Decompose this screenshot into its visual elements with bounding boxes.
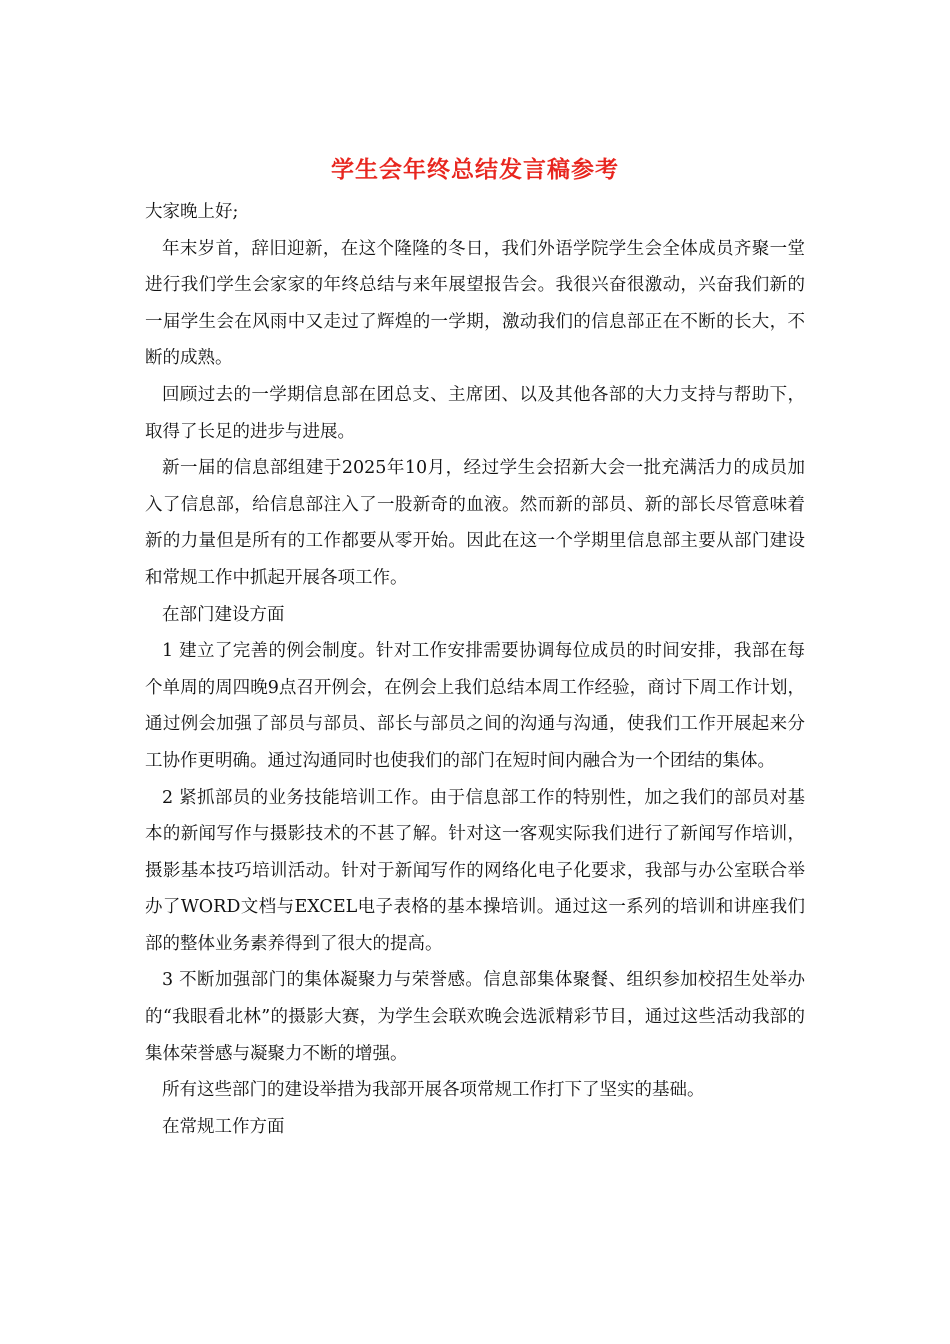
document-body	[145, 194, 805, 1145]
body-paragraph: 2 紧抓部员的业务技能培训工作。由于信息部工作的特别性，加之我们的部员对基本的新闻写作与摄影技术的不甚了解。针对这一客观实际我们进行了新闻写作培训，摄影基本技巧培训活动。针对于新闻写作的网络化电子化要求，我部与办公室联合举办了WORD文档与EXCEL电子表格的基本操培训。通过这一系列的培训和讲座我们部的整体业务素养得到了很大的提高。	[145, 787, 805, 954]
document-title: 学生会年终总结发言稿参考	[331, 156, 619, 183]
section-heading: 在常规工作方面	[162, 1116, 285, 1137]
greeting-paragraph: 大家晚上好;	[145, 202, 239, 222]
body-paragraph: 3 不断加强部门的集体凝聚力与荣誉感。信息部集体聚餐、组织参加校招生处举办的“我眼看北林”的摄影大赛，为学生会联欢晚会选派精彩节目，通过这些活动我部的集体荣誉感与凝聚力不断的增强。	[145, 970, 805, 1064]
section-heading: 在部门建设方面	[162, 604, 285, 625]
body-paragraph: 所有这些部门的建设举措为我部开展各项常规工作打下了坚实的基础。	[162, 1080, 705, 1101]
body-paragraph: 1 建立了完善的例会制度。针对工作安排需要协调每位成员的时间安排，我部在每个单周的周四晚9点召开例会，在例会上我们总结本周工作经验，商讨下周工作计划，通过例会加强了部员与部员、部长与部员之间的沟通与沟通，使我们工作开展起来分工协作更明确。通过沟通同时也使我们的部门在短时间内融合为一个团结的集体。	[145, 641, 805, 771]
body-paragraph: 新一届的信息部组建于2025年10月，经过学生会招新大会一批充满活力的成员加入了信息部，给信息部注入了一股新奇的血液。然而新的部员、新的部长尽管意味着新的力量但是所有的工作都要从零开始。因此在这一个学期里信息部主要从部门建设和常规工作中抓起开展各项工作。	[145, 458, 805, 588]
body-paragraph: 回顾过去的一学期信息部在团总支、主席团、以及其他各部的大力支持与帮助下，取得了长足的进步与进展。	[145, 384, 805, 442]
body-paragraph: 年末岁首，辞旧迎新，在这个隆隆的冬日，我们外语学院学生会全体成员齐聚一堂进行我们学生会家家的年终总结与来年展望报告会。我很兴奋很激动，兴奋我们新的一届学生会在风雨中又走过了辉煌的一学期，激动我们的信息部正在不断的长大，不断的成熟。	[145, 238, 805, 369]
